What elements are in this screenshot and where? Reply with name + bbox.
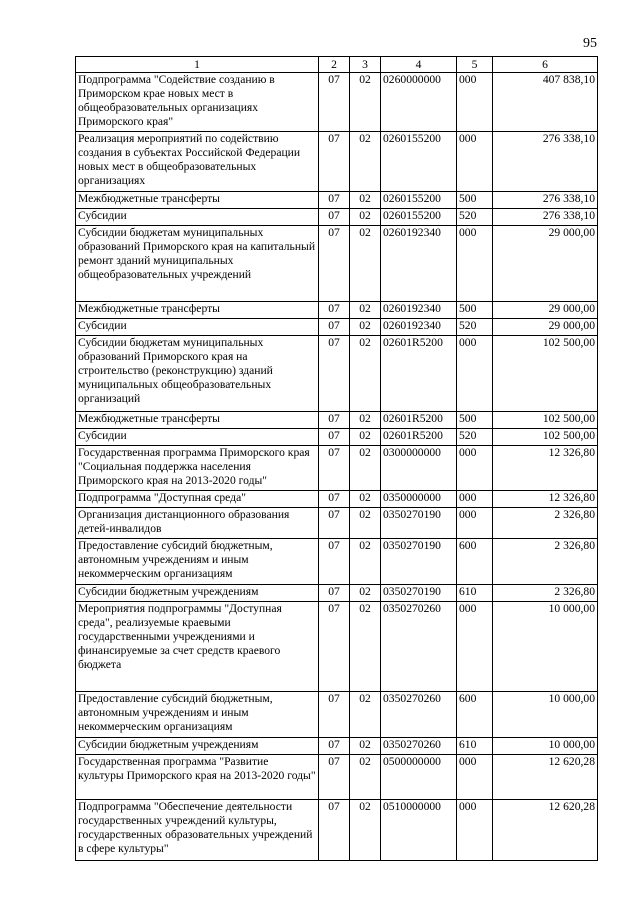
row-name-cell: Предоставление субсидий бюджетным, автономным учреждениям и иным некоммерческим организациям <box>76 692 319 738</box>
row-target-article-cell: 0300000000 <box>381 446 457 491</box>
row-amount-cell: 29 000,00 <box>493 226 598 302</box>
table-row <box>76 336 598 412</box>
table-row <box>76 491 598 508</box>
row-section-cell: 07 <box>319 192 350 209</box>
row-subsection-cell: 02 <box>350 226 381 302</box>
row-target-article-cell: 0350270260 <box>381 738 457 755</box>
row-target-article-cell: 0350270190 <box>381 585 457 602</box>
row-amount-cell: 102 500,00 <box>493 412 598 429</box>
row-expense-type-cell: 610 <box>457 585 493 602</box>
row-section-cell: 07 <box>319 491 350 508</box>
row-subsection-cell: 02 <box>350 302 381 319</box>
row-subsection-cell: 02 <box>350 491 381 508</box>
row-subsection-cell: 02 <box>350 602 381 692</box>
row-name-cell: Мероприятия подпрограммы "Доступная среда", реализуемые краевыми государственными учреждениями и финансируемые за счет средств краевого бюджета <box>76 602 319 692</box>
row-target-article-cell: 0500000000 <box>381 755 457 800</box>
row-target-article-cell: 0350270260 <box>381 692 457 738</box>
row-section-cell: 07 <box>319 585 350 602</box>
row-section-cell: 07 <box>319 226 350 302</box>
row-expense-type-cell: 500 <box>457 412 493 429</box>
row-amount-cell: 102 500,00 <box>493 429 598 446</box>
row-subsection-cell: 02 <box>350 692 381 738</box>
row-amount-cell: 12 620,28 <box>493 755 598 800</box>
row-section-cell: 07 <box>319 602 350 692</box>
row-expense-type-cell: 000 <box>457 132 493 192</box>
row-name-cell: Субсидии бюджетным учреждениям <box>76 585 319 602</box>
row-section-cell: 07 <box>319 73 350 132</box>
row-name-cell: Субсидии бюджетам муниципальных образований Приморского края на капитальный ремонт зданий муниципальных общеобразовательных учреждений <box>76 226 319 302</box>
row-section-cell: 07 <box>319 692 350 738</box>
row-amount-cell: 12 620,28 <box>493 800 598 861</box>
table-row <box>76 132 598 192</box>
row-expense-type-cell: 000 <box>457 336 493 412</box>
row-name-cell: Межбюджетные трансферты <box>76 192 319 209</box>
row-amount-cell: 10 000,00 <box>493 738 598 755</box>
table-row <box>76 192 598 209</box>
row-target-article-cell: 0350270190 <box>381 508 457 539</box>
row-target-article-cell: 0350000000 <box>381 491 457 508</box>
row-amount-cell: 12 326,80 <box>493 446 598 491</box>
row-expense-type-cell: 000 <box>457 446 493 491</box>
row-name-cell: Субсидии <box>76 209 319 226</box>
row-section-cell: 07 <box>319 738 350 755</box>
row-amount-cell: 10 000,00 <box>493 692 598 738</box>
row-target-article-cell: 02601R5200 <box>381 336 457 412</box>
budget-table <box>75 56 598 861</box>
table-row <box>76 446 598 491</box>
row-subsection-cell: 02 <box>350 429 381 446</box>
row-amount-cell: 2 326,80 <box>493 508 598 539</box>
row-expense-type-cell: 000 <box>457 508 493 539</box>
row-name-cell: Государственная программа "Развитие культуры Приморского края на 2013-2020 годы" <box>76 755 319 800</box>
table-row <box>76 412 598 429</box>
row-name-cell: Межбюджетные трансферты <box>76 302 319 319</box>
row-expense-type-cell: 000 <box>457 491 493 508</box>
row-subsection-cell: 02 <box>350 319 381 336</box>
row-section-cell: 07 <box>319 508 350 539</box>
row-expense-type-cell: 600 <box>457 539 493 585</box>
row-name-cell: Подпрограмма "Содействие созданию в Приморском крае новых мест в общеобразовательных организациях Приморского края" <box>76 73 319 132</box>
row-amount-cell: 276 338,10 <box>493 209 598 226</box>
row-amount-cell: 407 838,10 <box>493 73 598 132</box>
row-section-cell: 07 <box>319 446 350 491</box>
row-section-cell: 07 <box>319 209 350 226</box>
row-target-article-cell: 0260155200 <box>381 209 457 226</box>
column-header-subsection: 3 <box>350 57 381 73</box>
row-amount-cell: 10 000,00 <box>493 602 598 692</box>
row-subsection-cell: 02 <box>350 800 381 861</box>
row-expense-type-cell: 600 <box>457 692 493 738</box>
row-expense-type-cell: 000 <box>457 73 493 132</box>
row-name-cell: Субсидии <box>76 429 319 446</box>
row-section-cell: 07 <box>319 412 350 429</box>
row-target-article-cell: 02601R5200 <box>381 429 457 446</box>
row-expense-type-cell: 500 <box>457 302 493 319</box>
row-name-cell: Межбюджетные трансферты <box>76 412 319 429</box>
row-amount-cell: 29 000,00 <box>493 319 598 336</box>
row-expense-type-cell: 610 <box>457 738 493 755</box>
row-expense-type-cell: 000 <box>457 800 493 861</box>
column-header-amount: 6 <box>493 57 598 73</box>
row-expense-type-cell: 520 <box>457 209 493 226</box>
row-expense-type-cell: 000 <box>457 602 493 692</box>
table-row <box>76 302 598 319</box>
row-expense-type-cell: 520 <box>457 319 493 336</box>
row-expense-type-cell: 000 <box>457 755 493 800</box>
row-section-cell: 07 <box>319 755 350 800</box>
table-row <box>76 319 598 336</box>
row-expense-type-cell: 000 <box>457 226 493 302</box>
row-subsection-cell: 02 <box>350 539 381 585</box>
row-subsection-cell: 02 <box>350 209 381 226</box>
table-row <box>76 692 598 738</box>
table-row <box>76 226 598 302</box>
column-header-expense-type: 5 <box>457 57 493 73</box>
table-row <box>76 800 598 861</box>
row-amount-cell: 102 500,00 <box>493 336 598 412</box>
row-name-cell: Организация дистанционного образования детей-инвалидов <box>76 508 319 539</box>
row-section-cell: 07 <box>319 302 350 319</box>
row-subsection-cell: 02 <box>350 73 381 132</box>
row-subsection-cell: 02 <box>350 738 381 755</box>
row-name-cell: Подпрограмма "Обеспечение деятельности государственных учреждений культуры, государственных образовательных учреждений в сфере культуры" <box>76 800 319 861</box>
row-target-article-cell: 0260155200 <box>381 132 457 192</box>
table-row <box>76 429 598 446</box>
table-row <box>76 508 598 539</box>
row-target-article-cell: 02601R5200 <box>381 412 457 429</box>
row-amount-cell: 2 326,80 <box>493 539 598 585</box>
row-subsection-cell: 02 <box>350 192 381 209</box>
row-target-article-cell: 0260192340 <box>381 319 457 336</box>
row-expense-type-cell: 520 <box>457 429 493 446</box>
row-name-cell: Субсидии <box>76 319 319 336</box>
row-section-cell: 07 <box>319 336 350 412</box>
page-number: 95 <box>583 36 597 51</box>
row-target-article-cell: 0350270190 <box>381 539 457 585</box>
table-row <box>76 73 598 132</box>
row-name-cell: Субсидии бюджетным учреждениям <box>76 738 319 755</box>
row-target-article-cell: 0260000000 <box>381 73 457 132</box>
row-target-article-cell: 0260192340 <box>381 226 457 302</box>
row-amount-cell: 276 338,10 <box>493 132 598 192</box>
row-section-cell: 07 <box>319 319 350 336</box>
table-row <box>76 539 598 585</box>
row-amount-cell: 12 326,80 <box>493 491 598 508</box>
table-row <box>76 585 598 602</box>
row-subsection-cell: 02 <box>350 446 381 491</box>
column-header-section: 2 <box>319 57 350 73</box>
table-row <box>76 755 598 800</box>
row-target-article-cell: 0510000000 <box>381 800 457 861</box>
row-target-article-cell: 0260155200 <box>381 192 457 209</box>
row-subsection-cell: 02 <box>350 132 381 192</box>
row-subsection-cell: 02 <box>350 755 381 800</box>
row-target-article-cell: 0260192340 <box>381 302 457 319</box>
table-header-row <box>76 57 598 73</box>
table-row <box>76 738 598 755</box>
row-amount-cell: 29 000,00 <box>493 302 598 319</box>
row-name-cell: Реализация мероприятий по содействию создания в субъектах Российской Федерации новых мест в общеобразовательных организациях <box>76 132 319 192</box>
column-header-name: 1 <box>76 57 319 73</box>
row-amount-cell: 2 326,80 <box>493 585 598 602</box>
row-name-cell: Предоставление субсидий бюджетным, автономным учреждениям и иным некоммерческим организациям <box>76 539 319 585</box>
row-section-cell: 07 <box>319 800 350 861</box>
row-subsection-cell: 02 <box>350 412 381 429</box>
row-subsection-cell: 02 <box>350 508 381 539</box>
column-header-target-article: 4 <box>381 57 457 73</box>
row-section-cell: 07 <box>319 539 350 585</box>
row-expense-type-cell: 500 <box>457 192 493 209</box>
row-subsection-cell: 02 <box>350 336 381 412</box>
table-row <box>76 209 598 226</box>
row-name-cell: Государственная программа Приморского края "Социальная поддержка населения Приморского края на 2013-2020 годы" <box>76 446 319 491</box>
row-amount-cell: 276 338,10 <box>493 192 598 209</box>
row-section-cell: 07 <box>319 132 350 192</box>
row-name-cell: Субсидии бюджетам муниципальных образований Приморского края на строительство (реконструкцию) зданий муниципальных общеобразовательных организаций <box>76 336 319 412</box>
table-body <box>76 73 598 861</box>
row-subsection-cell: 02 <box>350 585 381 602</box>
row-name-cell: Подпрограмма "Доступная среда" <box>76 491 319 508</box>
row-section-cell: 07 <box>319 429 350 446</box>
row-target-article-cell: 0350270260 <box>381 602 457 692</box>
table-row <box>76 602 598 692</box>
